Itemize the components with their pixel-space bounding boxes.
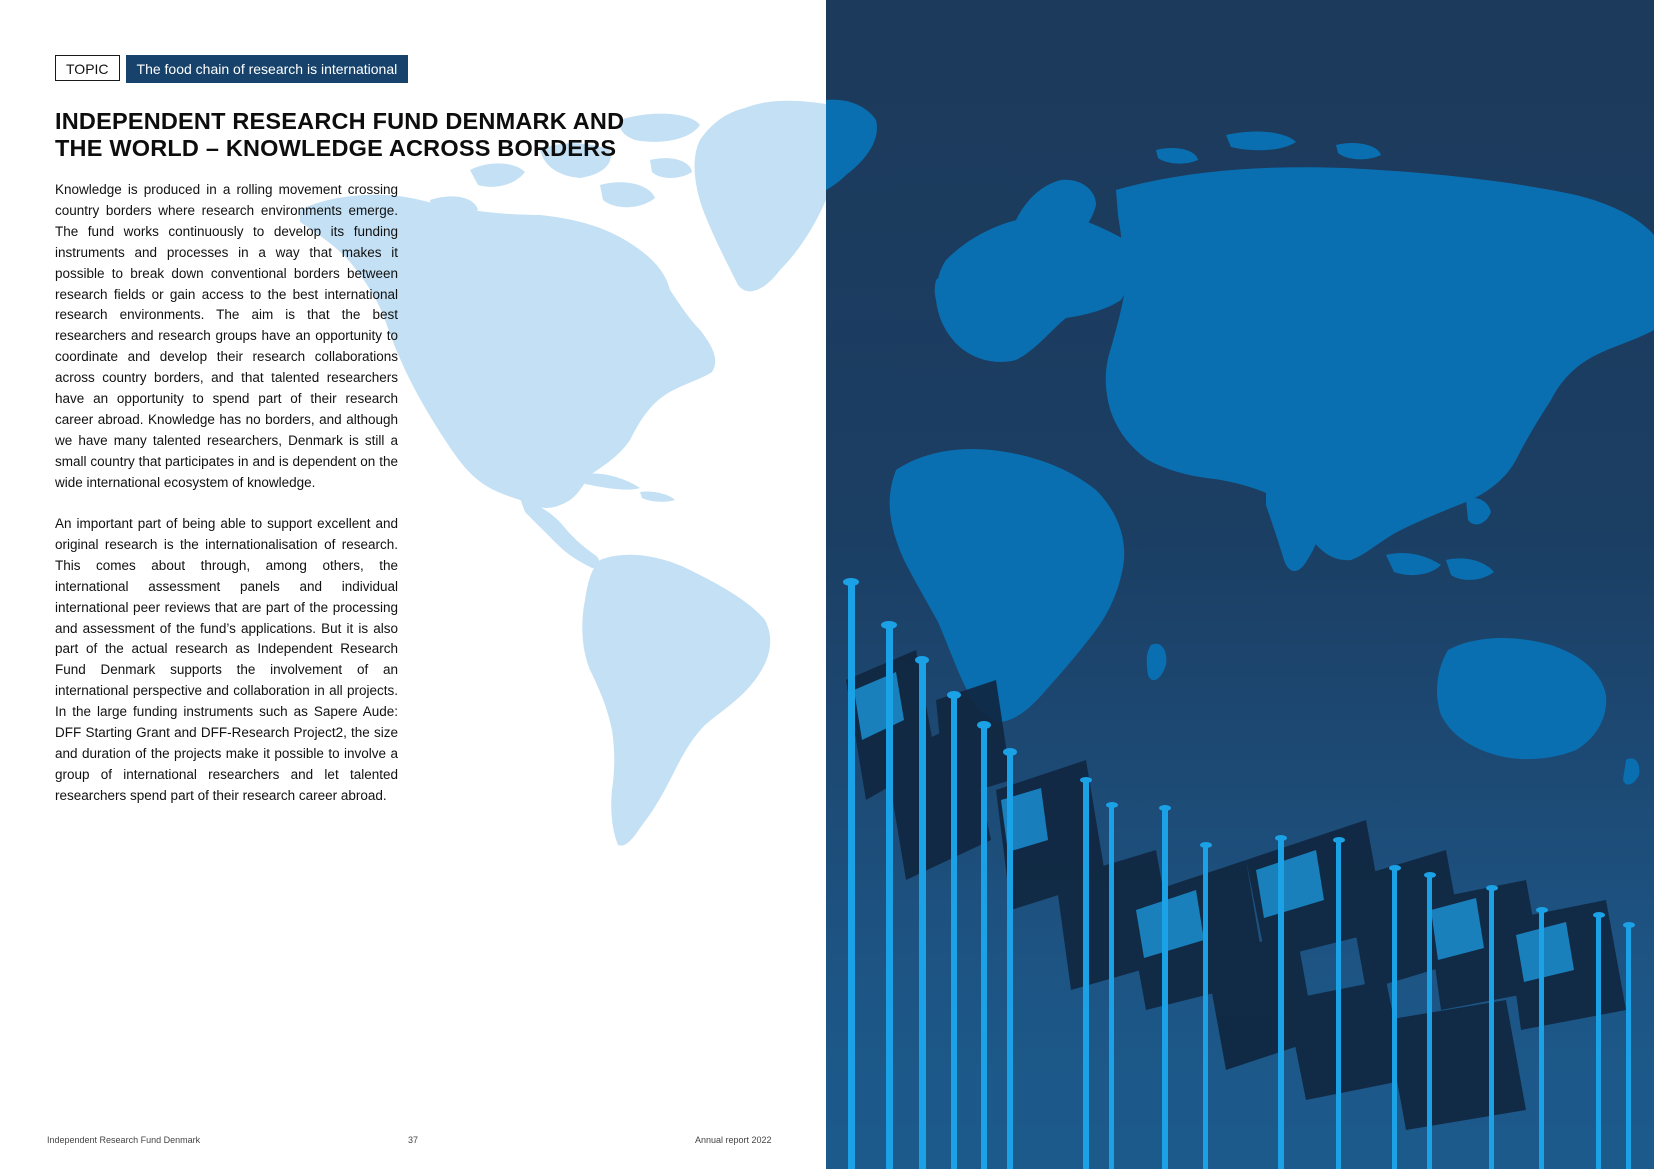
right-page	[826, 0, 1654, 1169]
page-number: 37	[408, 1135, 419, 1145]
footer-organization: Independent Research Fund Denmark	[47, 1135, 201, 1145]
topic-tag: TOPIC	[55, 55, 120, 81]
world-map-flags-image	[826, 0, 1654, 1169]
page-title: INDEPENDENT RESEARCH FUND DENMARK AND THE WORLD – KNOWLEDGE ACROSS BORDERS	[55, 108, 625, 161]
topic-title: The food chain of research is international	[126, 55, 409, 83]
topic-header	[55, 55, 408, 83]
body-paragraph-1: Knowledge is produced in a rolling movement crossing country borders where research environments emerge. The fund works continuously to develop its funding instruments and processes in a way that makes it possible to break down conventional borders between research fields or gain access to the best international research environments. The aim is that the best researchers and research groups have an opportunity to coordinate and develop their research collaborations across country borders, and that talented researchers have an opportunity to spend part of their research career abroad. Knowledge has no borders, and although we have many talented researchers, Denmark is still a small country that participates in and is dependent on the wide international ecosystem of knowledge.	[55, 182, 398, 490]
body-paragraph-2: An important part of being able to support excellent and original research is the internationalisation of research. This comes about through, among others, the international assessment panels and individual international peer reviews that are part of the processing and assessment of the fund’s applications. But it is also part of the actual research as Independent Research Fund Denmark supports the involvement of an international perspective and collaboration in all projects. In the large funding instruments such as Sapere Aude: DFF Starting Grant and DFF-Research Project2, the size and duration of the projects make it possible to involve a group of international researchers and let talented researchers spend part of their research career abroad.	[55, 516, 398, 803]
left-page	[0, 0, 826, 1169]
footer-report-title: Annual report 2022	[695, 1135, 772, 1145]
